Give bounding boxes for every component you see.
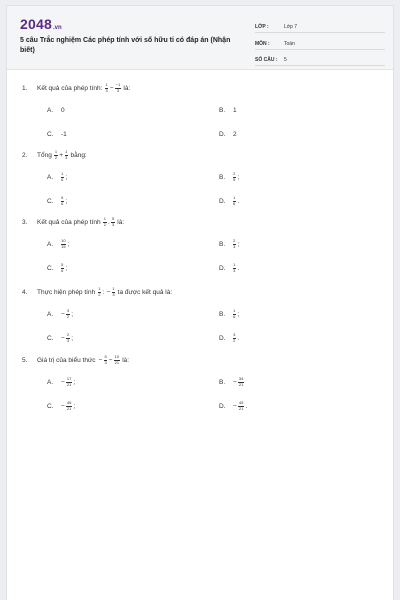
meta-label: LỚP : [255, 24, 269, 30]
option-value [232, 239, 240, 249]
option-value [232, 401, 248, 411]
math-symbol: ; [237, 173, 240, 181]
math-symbol: − [61, 402, 65, 410]
option-value [60, 107, 66, 114]
meta-label: MÔN : [255, 40, 270, 47]
option-value [232, 377, 244, 387]
option-b[interactable] [219, 307, 240, 321]
math-symbol: − [108, 356, 113, 364]
fraction [238, 401, 244, 411]
option-d[interactable] [219, 331, 240, 345]
meta-value: Toán [284, 40, 295, 47]
fraction [233, 196, 236, 206]
option-value [60, 263, 68, 273]
stem-math [97, 287, 115, 297]
option-letter: D. [219, 334, 226, 342]
fraction-numerator: 5 [61, 262, 64, 268]
option-c[interactable] [47, 399, 76, 413]
stem-math [98, 355, 121, 365]
option-b[interactable] [219, 237, 240, 251]
math-symbol: ; [71, 334, 74, 342]
option-value [60, 172, 68, 182]
question-text [37, 355, 129, 365]
fraction [61, 172, 64, 182]
math-symbol: . [237, 264, 240, 272]
math-symbol: ; [71, 310, 74, 318]
meta-row-class [255, 18, 385, 33]
option-value [60, 131, 68, 138]
option-c[interactable] [47, 127, 68, 141]
math-symbol: − [233, 402, 237, 410]
fraction [61, 196, 64, 206]
fraction-numerator: 1 [112, 286, 115, 292]
fraction [112, 287, 115, 297]
worksheet-title: 5 câu Trắc nghiệm Các phép tính với số hữu tỉ có đáp án (Nhận biết) [20, 37, 231, 54]
meta-label: SỐ CÂU : [255, 57, 278, 63]
stem-text: Kết quả của phép tính [37, 218, 101, 226]
fraction-numerator: 1 [233, 195, 236, 201]
math-symbol: ; [73, 402, 76, 410]
fraction-denominator: 6 [61, 267, 64, 273]
options-row [22, 399, 387, 423]
fraction-numerator: 3 [233, 332, 236, 338]
fraction-numerator: 3 [66, 308, 70, 314]
math-symbol: − [98, 356, 103, 364]
option-c[interactable] [47, 331, 74, 345]
question-text [37, 150, 87, 160]
fraction-denominator: 3 [104, 359, 107, 365]
fraction-denominator: 15 [61, 243, 66, 249]
fraction-numerator: 17 [66, 376, 72, 382]
fraction [65, 150, 68, 160]
math-symbol: . [108, 218, 110, 226]
math-symbol: − [106, 288, 111, 296]
option-value [60, 309, 74, 319]
fraction [104, 355, 107, 365]
math-symbol: ; [65, 264, 68, 272]
fraction [114, 355, 120, 365]
fraction [233, 333, 236, 343]
math-symbol: 2 [233, 130, 237, 138]
fraction-numerator: 1 [65, 149, 68, 155]
option-c[interactable] [47, 261, 68, 275]
fraction [105, 83, 108, 93]
fraction-numerator: 34 [238, 376, 244, 382]
math-symbol: − [233, 378, 237, 386]
fraction-numerator: 1 [61, 171, 64, 177]
option-value [60, 333, 74, 343]
math-symbol: : [102, 288, 105, 296]
question-stem [22, 149, 387, 161]
option-b[interactable] [219, 170, 240, 184]
fraction-denominator: 6 [233, 313, 236, 319]
math-symbol: -1 [61, 130, 67, 138]
stem-math [54, 150, 69, 160]
meta-value: 5 [284, 57, 287, 63]
fraction [233, 239, 236, 249]
option-a[interactable] [47, 170, 68, 184]
fraction-numerator: 2 [233, 171, 236, 177]
logo-suffix: .vn [52, 25, 62, 31]
math-symbol: . [245, 402, 248, 410]
question-number: 3. [22, 218, 28, 226]
fraction-denominator: 21 [66, 381, 72, 387]
option-a[interactable] [47, 375, 76, 389]
question-text [37, 217, 124, 227]
math-symbol: ; [237, 310, 240, 318]
option-value [60, 239, 70, 249]
option-letter: B. [219, 310, 226, 318]
math-symbol: . [237, 197, 240, 205]
fraction [233, 172, 236, 182]
fraction-numerator: 10 [61, 238, 66, 244]
stem-math [104, 83, 121, 93]
fraction-numerator: 2 [66, 332, 70, 338]
fraction-denominator: 3 [105, 87, 108, 93]
math-symbol: ; [237, 240, 240, 248]
worksheet-meta [255, 18, 385, 68]
question-stem [22, 82, 387, 94]
question-2 [22, 149, 387, 218]
option-b[interactable] [219, 375, 244, 389]
fraction [238, 377, 244, 387]
question-number: 1. [22, 84, 28, 92]
logo-text: 2048 [20, 16, 52, 32]
option-a[interactable] [47, 237, 70, 251]
math-symbol: + [59, 151, 64, 159]
option-letter: C. [47, 264, 54, 272]
fraction-denominator: 6 [61, 176, 64, 182]
fraction-numerator: 1 [233, 262, 236, 268]
fraction [233, 263, 236, 273]
option-letter: A. [47, 240, 54, 248]
math-symbol: ; [67, 240, 70, 248]
fraction-denominator: 3 [116, 87, 120, 93]
option-letter: D. [219, 197, 226, 205]
option-letter: A. [47, 173, 54, 181]
meta-value: Lớp 7 [284, 24, 298, 30]
option-letter: C. [47, 334, 54, 342]
fraction [54, 150, 57, 160]
fraction [115, 83, 121, 93]
option-letter: B. [219, 378, 226, 386]
option-a[interactable] [47, 307, 74, 321]
fraction-numerator: 45 [66, 400, 72, 406]
fraction-denominator: 3 [65, 154, 68, 160]
question-1 [22, 82, 387, 151]
math-symbol: − [61, 310, 65, 318]
question-number: 5. [22, 356, 28, 364]
stem-text: Kết quả của phép tính: [37, 84, 103, 92]
question-stem [22, 286, 387, 298]
options-row [22, 170, 387, 194]
stem-text: Tổng [37, 151, 52, 159]
fraction-denominator: 6 [233, 200, 236, 206]
option-letter: B. [219, 240, 226, 248]
math-symbol: . [237, 334, 240, 342]
fraction [233, 309, 236, 319]
fraction-numerator: 1 [233, 308, 236, 314]
option-letter: D. [219, 130, 226, 138]
fraction-denominator: 3 [66, 337, 70, 343]
fraction [61, 263, 64, 273]
stem-text: ta được kết quả là: [117, 288, 173, 296]
fraction [61, 239, 67, 249]
question-4 [22, 286, 387, 355]
options-row [22, 261, 387, 285]
fraction-numerator: 10 [114, 354, 120, 360]
fraction-denominator: 2 [233, 337, 236, 343]
option-value [60, 401, 76, 411]
stem-text: là: [117, 218, 125, 226]
question-stem [22, 216, 387, 228]
question-number: 2. [22, 151, 28, 159]
question-3 [22, 216, 387, 285]
question-number: 4. [22, 288, 28, 296]
fraction-denominator: 21 [66, 405, 72, 411]
math-symbol: − [61, 378, 65, 386]
fraction [66, 377, 72, 387]
math-symbol: ; [73, 378, 76, 386]
option-letter: C. [47, 130, 54, 138]
option-b[interactable] [219, 103, 238, 117]
fraction-denominator: 21 [114, 359, 120, 365]
meta-row-count [255, 51, 385, 66]
option-value [232, 309, 240, 319]
math-symbol: 1 [233, 106, 237, 114]
fraction-denominator: 2 [66, 313, 70, 319]
fraction [66, 401, 72, 411]
fraction-denominator: 2 [54, 154, 58, 160]
fraction-denominator: 21 [238, 405, 244, 411]
question-text [37, 287, 172, 297]
meta-row-subject [255, 35, 385, 50]
worksheet-header [7, 6, 393, 70]
option-d[interactable] [219, 127, 238, 141]
fraction [98, 287, 101, 297]
options-row [22, 237, 387, 261]
fraction-numerator: 5 [111, 216, 115, 222]
option-letter: B. [219, 173, 226, 181]
math-symbol: − [109, 84, 114, 92]
options-row [22, 194, 387, 218]
option-letter: B. [219, 106, 226, 114]
math-symbol: 0 [61, 106, 65, 114]
fraction-numerator: 1 [98, 286, 101, 292]
site-logo[interactable] [20, 16, 62, 34]
option-value [232, 172, 240, 182]
question-5 [22, 354, 387, 423]
fraction-numerator: 1 [103, 216, 106, 222]
fraction-denominator: 6 [61, 200, 64, 206]
fraction-denominator: 3 [233, 267, 236, 273]
options-row [22, 375, 387, 399]
fraction [103, 217, 106, 227]
worksheet-page [6, 5, 394, 600]
stem-text: Giá trị của biểu thức [37, 356, 96, 364]
option-value [232, 107, 238, 114]
fraction-denominator: 3 [233, 243, 236, 249]
fraction-denominator: 5 [233, 176, 236, 182]
math-symbol: ; [65, 173, 68, 181]
question-stem [22, 354, 387, 366]
options-row [22, 331, 387, 355]
option-d[interactable] [219, 194, 240, 208]
question-text [37, 83, 130, 93]
math-symbol: − [61, 334, 65, 342]
fraction [111, 217, 114, 227]
option-value [232, 131, 238, 138]
option-letter: C. [47, 402, 54, 410]
option-d[interactable] [219, 261, 240, 275]
option-value [232, 333, 240, 343]
option-a[interactable] [47, 103, 66, 117]
fraction-numerator: 45 [238, 400, 244, 406]
option-letter: A. [47, 310, 54, 318]
option-letter: A. [47, 378, 54, 386]
fraction-numerator: 5 [61, 195, 64, 201]
stem-text: Thực hiện phép tính [37, 288, 96, 296]
fraction-denominator: 2 [103, 221, 106, 227]
option-c[interactable] [47, 194, 68, 208]
fraction-numerator: 1 [105, 82, 108, 88]
options-row [22, 103, 387, 127]
fraction [66, 309, 69, 319]
option-letter: C. [47, 197, 54, 205]
options-row [22, 127, 387, 151]
option-d[interactable] [219, 399, 248, 413]
math-symbol: ; [65, 197, 68, 205]
stem-text: bằng: [70, 151, 87, 159]
option-value [232, 263, 240, 273]
stem-math [103, 217, 116, 227]
fraction-denominator: 21 [238, 381, 244, 387]
option-value [232, 196, 240, 206]
fraction-denominator: 3 [111, 221, 115, 227]
fraction-numerator: 2 [233, 238, 236, 244]
stem-text: là: [122, 356, 130, 364]
fraction-denominator: 3 [112, 291, 115, 297]
option-value [60, 196, 68, 206]
option-letter: A. [47, 106, 54, 114]
fraction-numerator: −1 [115, 82, 121, 88]
option-value [60, 377, 76, 387]
option-letter: D. [219, 264, 226, 272]
option-letter: D. [219, 402, 226, 410]
fraction-denominator: 2 [98, 291, 101, 297]
options-row [22, 307, 387, 331]
fraction-numerator: 5 [104, 354, 107, 360]
stem-text: là: [123, 84, 131, 92]
fraction-numerator: 1 [54, 149, 58, 155]
fraction [66, 333, 69, 343]
